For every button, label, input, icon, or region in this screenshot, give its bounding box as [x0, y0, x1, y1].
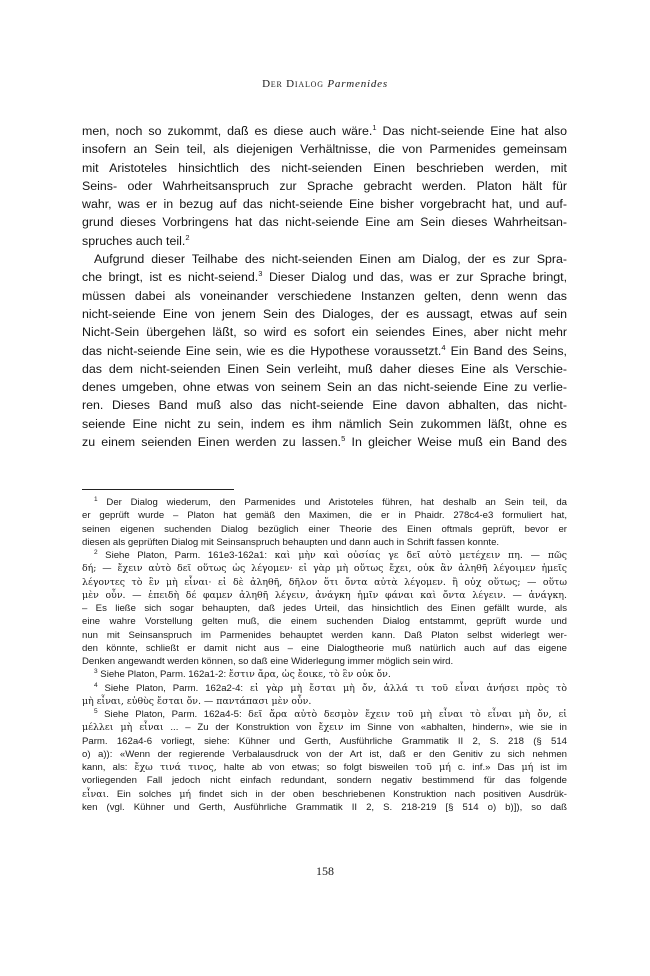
text-run: grund dieses Vorbringens hat das nicht-seiende Eine am Sein dieses Wahrheitsan-: [82, 215, 567, 230]
footnote-marker: 3: [94, 668, 98, 676]
footnote-marker: 4: [94, 681, 98, 689]
text-run: nicht-seiende Eine von jenem Sein des Dialoges, der es aussagt, etwas auf sein: [82, 306, 567, 321]
running-head: [82, 78, 568, 90]
text-run: c. inf.» Das: [450, 762, 522, 773]
text-line: [82, 323, 567, 341]
text-run: eine wahre Vorstellung gelten muß, die einem suchenden Dialog entstammt, geprüft wurde und: [82, 616, 567, 628]
footnote-line: [82, 509, 567, 522]
text-line: [82, 268, 567, 286]
greek-quote: εἶναι: [82, 788, 107, 800]
footnote-line: [82, 642, 567, 655]
text-run: nun mit Seinsanspruch im Parmenides behauptet werden kann. Daß Platon selbst widerlegt wer-: [82, 629, 567, 641]
footnote-line: [82, 682, 567, 695]
footnote-marker: 3: [258, 269, 263, 279]
text-run: insofern an Sein teil, als diejenigen Verhältnisse, die von Parmenides gemeinsam: [82, 142, 567, 157]
greek-quote: λέγοντες τὸ ἓν μὴ εἶναι· εἰ δὲ ἀληθῆ, δῆλον ὅτι ὄντα αὐτὰ λέγομεν. ἢ οὐχ οὕτως; — οὕτω: [82, 576, 567, 588]
footnote-line: [82, 523, 567, 536]
text-run: Denken angewandt werden können, so daß eine Widerlegung immer möglich sein wird.: [82, 656, 454, 667]
text-run: . Ein solches: [106, 788, 180, 800]
text-line: [82, 232, 567, 250]
footnote-line: [82, 589, 567, 602]
greek-quote: ἔχω τινά τινος,: [134, 762, 217, 773]
text-line: [82, 177, 567, 195]
footnote-marker: 2: [185, 232, 190, 242]
greek-quote: μὴ εἶναι, εὐθὺς ἔσται ὄν. — παντάπασι μὲν οὖν.: [82, 695, 312, 707]
footnote-marker: 1: [372, 123, 377, 132]
text-run: den könnte, schließt er damit nicht aus – eine Dialogtheorie muß natürlich auch auf das eigene: [82, 642, 567, 654]
text-run: Ein Band des Seins,: [445, 343, 567, 358]
footnote-line: [82, 735, 567, 748]
footnote-line: [82, 761, 567, 774]
text-run: vorliegenden Fall jedoch nicht einfach redundant, sondern negativ bestimmend für das folgende: [82, 775, 567, 787]
text-line: [82, 250, 567, 268]
text-line: [82, 140, 567, 158]
text-run: seiende Eine nicht zu sein, indem es ihm nämlich Sein zukommen läßt, ohne es: [82, 416, 567, 431]
footnote-line: [82, 655, 567, 668]
text-run: denes umgeben, ohne etwas von seinem Sein an das nicht-seiende Eine zu verlie-: [82, 380, 567, 395]
text-run: das nicht-seiende Eine sein, wie es die Hypothese voraussetzt.: [82, 343, 442, 358]
text-run: ist im: [533, 762, 567, 773]
text-run: In gleicher Weise muß ein Band des: [345, 435, 567, 450]
greek-quote: μέλλει μὴ εἶναι: [82, 722, 164, 734]
greek-quote: ἔστιν ἄρα, ὡς ἔοικε, τὸ ἓν οὐκ ὄν.: [228, 669, 391, 681]
text-run: ... – Zu der Konstruktion von: [163, 722, 319, 734]
greek-quote: καὶ μὴν καὶ οὐσίας γε δεῖ αὐτὸ μετέχειν πη. — πῶς: [274, 550, 567, 561]
text-line: [82, 360, 567, 378]
text-run: Siehe Platon, Parm. 162a2-4:: [97, 682, 250, 694]
text-run: kann, als:: [82, 762, 135, 773]
greek-quote: δή; — ἔχειν αὐτὸ δεῖ οὕτως ὡς λέγομεν· εἰ γὰρ μὴ οὕτως ἔχει, οὐκ ἂν ἀληθῆ λέγοιμεν ἡμεῖς: [82, 563, 567, 575]
text-run: Siehe Platon, Parm. 162a1-2:: [97, 669, 229, 681]
text-run: Der Dialog wiederum, den Parmenides und Aristoteles führen, hat deshalb an Sein teil, da: [97, 497, 567, 508]
footnote-line: [82, 788, 567, 801]
text-run: ken (vgl. Kühner und Gerth, Ausführliche Grammatik II 2, S. 218-219 [§ 514 o) b)]), so daß: [82, 801, 567, 813]
footnote-line: [82, 801, 567, 814]
text-line: [82, 342, 567, 360]
footnote-line: [82, 576, 567, 589]
footnotes: [82, 496, 567, 814]
text-run: che bringt, ist es nicht-seiend.: [82, 270, 259, 285]
footnote-marker: 1: [94, 496, 98, 503]
greek-quote: ἔχειν: [318, 722, 344, 734]
text-run: ren. Dieses Band muß also das nicht-seiende Eine davon abhalten, das nicht-: [82, 398, 567, 413]
text-run: im Sinne von «abhalten, hindern», wie sie in: [343, 722, 567, 734]
running-head-dialog-name: Parmenides: [327, 78, 388, 90]
text-run: Das nicht-seiende Eine hat also: [376, 124, 567, 138]
text-run: Siehe Platon, Parm. 162a4-5:: [97, 709, 249, 720]
footnote-line: [82, 615, 567, 628]
text-run: halte ab von etwas; so folgt bisweilen: [216, 762, 416, 773]
text-run: spruches auch teil.: [82, 233, 186, 248]
text-run: seinen eigenen suchenden Dialog bezüglich einer Theorie des Einen oftmals geprüft, bevor er: [82, 523, 567, 535]
text-line: [82, 415, 567, 433]
greek-quote: εἰ γὰρ μὴ ἔσται μὴ ὄν, ἀλλά τι τοῦ εἶναι ἀνήσει πρὸς τὸ: [249, 682, 567, 694]
text-run: Dieser Dialog und das, was er zur Sprache bringt,: [262, 270, 568, 285]
greek-quote: μὲν οὖν. — ἐπειδὴ δέ φαμεν ἀληθῆ λέγειν, ἀνάγκη ἡμῖν φάναι καὶ ὄντα λέγειν. — ἀνάγκη.: [82, 589, 567, 601]
footnote-line: [82, 562, 567, 575]
greek-quote: μή: [179, 788, 192, 800]
text-line: [82, 378, 567, 396]
text-line: [82, 159, 567, 177]
text-run: men, noch so zukommt, daß es diese auch wäre.: [82, 124, 373, 138]
text-run: – Es ließe sich sogar behaupten, daß jedes Urteil, das hinsichtlich des Einen gefällt wurde, als: [82, 603, 567, 614]
greek-quote: τοῦ μή: [415, 762, 451, 773]
greek-quote: μή: [521, 762, 534, 773]
text-run: Aufgrund dieser Teilhabe des nicht-seienden Einen am Dialog, der es zur Spra-: [94, 252, 567, 267]
footnote-line: [82, 695, 567, 708]
footnote-line: [82, 536, 567, 549]
text-run: wahr, was er in bezug auf das nicht-seiende Eine bisher vorgebracht hat, und auf-: [82, 197, 567, 212]
text-run: mit Aristoteles hinsichtlich des nicht-seienden Einen beschrieben werden, mit: [82, 160, 567, 175]
text-line: [82, 213, 567, 231]
footnote-line: [82, 668, 567, 681]
text-run: das dem nicht-seienden Einen Sein verleiht, muß daher dieses Eine als Verschie-: [82, 361, 567, 376]
footnote-marker: 4: [441, 342, 446, 352]
footnote-line: [82, 721, 567, 734]
footnote-line: [82, 774, 567, 787]
footnote-line: [82, 708, 567, 721]
text-run: zu einem seienden Einen werden zu lassen.: [82, 435, 342, 450]
text-line: [82, 396, 567, 414]
text-run: o) a)): «Wenn der regierende Verbalausdruck von der Art ist, daß er den Genitiv zu sich nehmen: [82, 748, 567, 760]
text-run: Siehe Platon, Parm. 161e3-162a1:: [97, 550, 275, 561]
text-run: findet sich in der oben beschriebenen Konstruktion nach positiven Ausdrük-: [191, 788, 568, 800]
footnote-line: [82, 629, 567, 642]
footnote-separator: [82, 489, 234, 490]
footnote-line: [82, 602, 567, 615]
text-line: [82, 122, 567, 140]
main-text: [82, 122, 567, 451]
page-number: 158: [316, 864, 334, 878]
text-run: diesen als geprüften Dialog mit Seinsanspruch behaupten und dann auch in Schrift fassen konnte.: [82, 536, 500, 548]
text-line: [82, 287, 567, 305]
text-run: müssen dabei als voneinander verschiedene Instanzen gelten, denn wenn das: [82, 288, 567, 303]
footnote-line: [82, 496, 567, 509]
greek-quote: δεῖ ἄρα αὐτὸ δεσμὸν ἔχειν τοῦ μὴ εἶναι τὸ εἶναι μὴ ὄν, εἰ: [248, 709, 567, 720]
text-line: [82, 433, 567, 451]
text-run: Parm. 162a4-6 vorliegt, siehe: Kühner und Gerth, Ausführliche Grammatik II 2, S. 218 (§ 514: [82, 735, 567, 747]
footnote-marker: 5: [341, 434, 346, 444]
footnote-marker: 2: [94, 549, 98, 556]
text-line: [82, 195, 567, 213]
text-run: Nicht-Sein übergehen läßt, so wird es sofort ein seiendes Eines, aber nicht mehr: [82, 325, 567, 340]
text-run: Seins- oder Wahrheitsanspruch zur Sprache gebracht werden. Platon hält für: [82, 178, 567, 193]
text-line: [82, 305, 567, 323]
text-run: er geprüft wurde – Platon hat gemäß den Maximen, die er in Phaidr. 278c4-e3 formuliert hat,: [82, 510, 567, 522]
running-head-title: Der Dialog: [262, 78, 324, 90]
footnote-line: [82, 549, 567, 562]
footnote-line: [82, 748, 567, 761]
footnote-marker: 5: [94, 708, 98, 715]
